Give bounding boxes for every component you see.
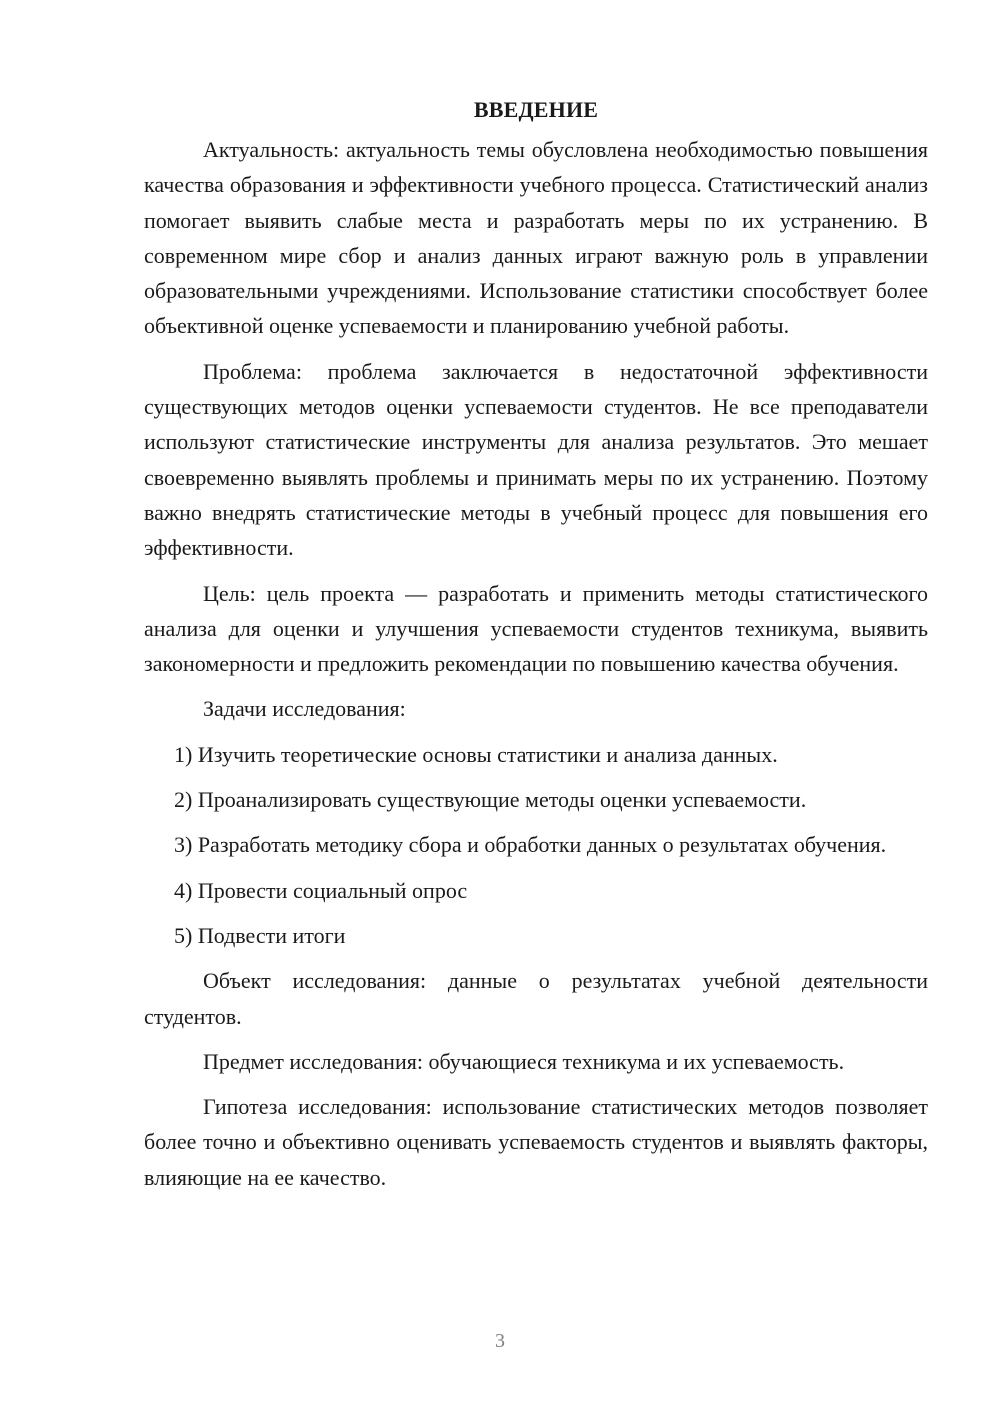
task-item: 3) Разработать методику сбора и обработки данных о результатах обучения.	[174, 832, 887, 858]
task-item: 4) Провести социальный опрос	[174, 877, 468, 903]
task-item: 2) Проанализировать существующие методы оценки успеваемости.	[174, 787, 807, 813]
goal-paragraph: Цель: цель проекта — разработать и применить методы статистического анализа для оценки и улучшения успеваемости студентов техникума, выявить закономерности и предложить рекомендации по повышению качества обучения.	[144, 580, 928, 677]
problem-paragraph: Проблема: проблема заключается в недостаточной эффективности существующих методов оценки успеваемости студентов. Не все преподаватели используют статистические инструменты для анализа результатов. Это мешает своевременно выявлять проблемы и принимать меры по их устранению. Поэтому важно внедрять статистические методы в учебный процесс для повышения его эффективности.	[144, 358, 928, 561]
tasks-heading: Задачи исследования:	[203, 696, 406, 722]
page-number: 3	[495, 1330, 505, 1352]
task-item: 5) Подвести итоги	[174, 922, 346, 948]
subject-paragraph: Предмет исследования: обучающиеся техникума и их успеваемость.	[203, 1048, 845, 1074]
object-paragraph: Объект исследования: данные о результатах учебной деятельности студентов.	[144, 968, 928, 1029]
task-item: 1) Изучить теоретические основы статистики и анализа данных.	[174, 741, 778, 767]
document-page	[144, 92, 928, 1205]
page-title: ВВЕДЕНИЕ	[473, 97, 599, 122]
hypothesis-paragraph: Гипотеза исследования: использование статистических методов позволяет более точно и объективно оценивать успеваемость студентов и выявлять факторы, влияющие на ее качество.	[144, 1094, 928, 1190]
relevance-paragraph: Актуальность: актуальность темы обусловлена необходимостью повышения качества образования и эффективности учебного процесса. Статистический анализ помогает выявить слабые места и разработать меры по их устранению. В современном мире сбор и анализ данных играют важную роль в управлении образовательными учреждениями. Использование статистики способствует более объективной оценке успеваемости и планированию учебной работы.	[144, 137, 928, 339]
